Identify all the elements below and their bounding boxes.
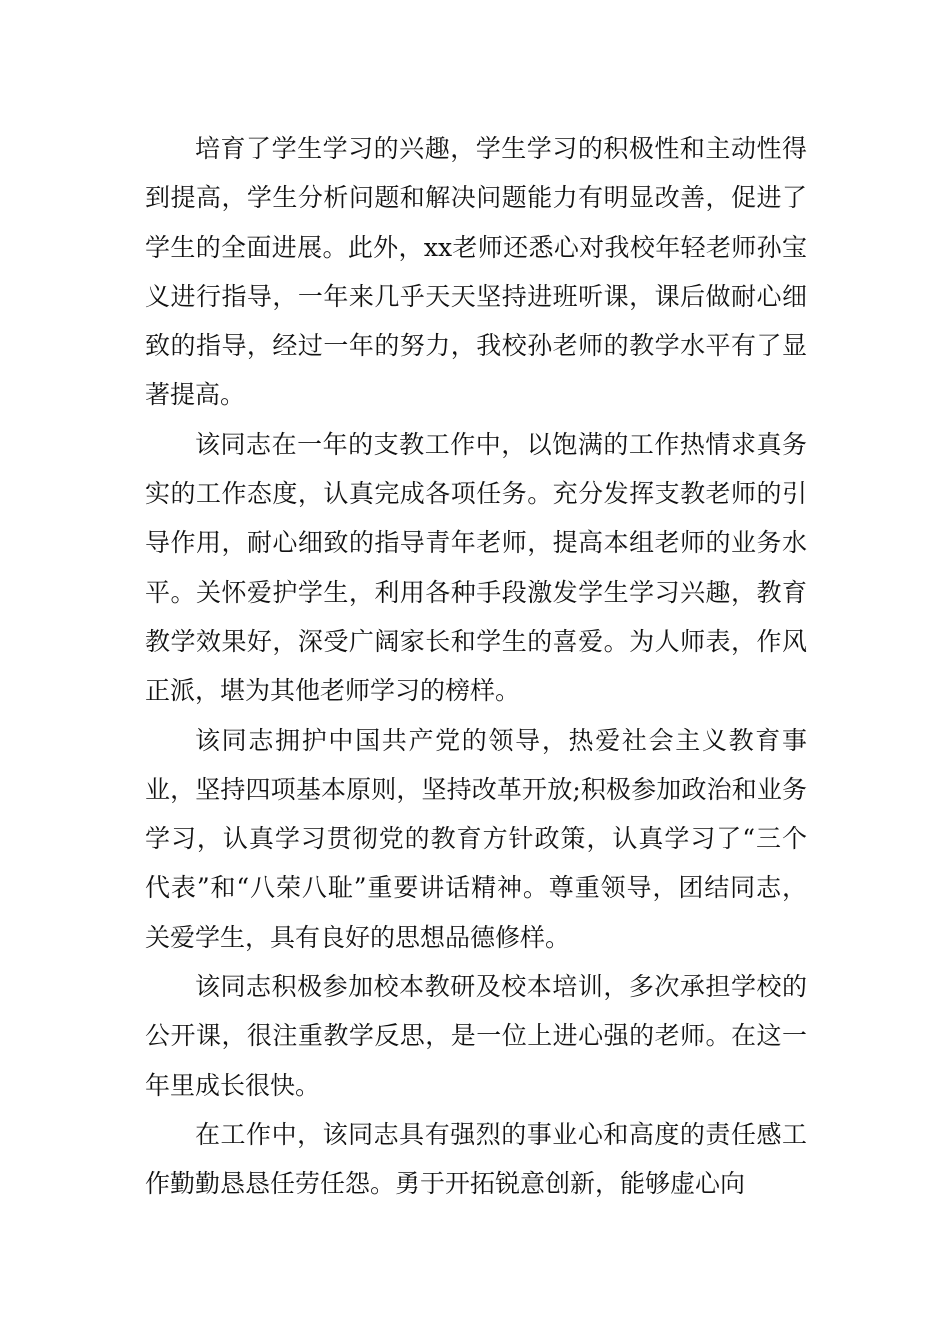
paragraph-5: 在工作中，该同志具有强烈的事业心和高度的责任感工作勤勤恳恳任劳任怨。勇于开拓锐意创新，能够虚心向 <box>145 1119 807 1199</box>
paragraph-3: 该同志拥护中国共产党的领导，热爱社会主义教育事业，坚持四项基本原则，坚持改革开放;积极参加政治和业务学习，认真学习贯彻党的教育方针政策，认真学习了“三个代表”和“八荣八耻”重要讲话精神。尊重领导，团结同志，关爱学生，具有良好的思想品德修样。 <box>145 725 807 952</box>
paragraph-4: 该同志积极参加校本教研及校本培训，多次承担学校的公开课，很注重教学反思，是一位上进心强的老师。在这一年里成长很快。 <box>145 972 807 1100</box>
document-body <box>145 124 807 1209</box>
paragraph-1: 培育了学生学习的兴趣，学生学习的积极性和主动性得到提高，学生分析问题和解决问题能力有明显改善，促进了学生的全面进展。此外，xx老师还悉心对我校年轻老师孙宝义进行指导，一年来几乎天天坚持进班听课，课后做耐心细致的指导，经过一年的努力，我校孙老师的教学水平有了显著提高。 <box>145 134 807 410</box>
paragraph-2: 该同志在一年的支教工作中，以饱满的工作热情求真务实的工作态度，认真完成各项任务。充分发挥支教老师的引导作用，耐心细致的指导青年老师，提高本组老师的业务水平。关怀爱护学生，利用各种手段激发学生学习兴趣，教育教学效果好，深受广阔家长和学生的喜爱。为人师表，作风正派，堪为其他老师学习的榜样。 <box>145 429 807 706</box>
